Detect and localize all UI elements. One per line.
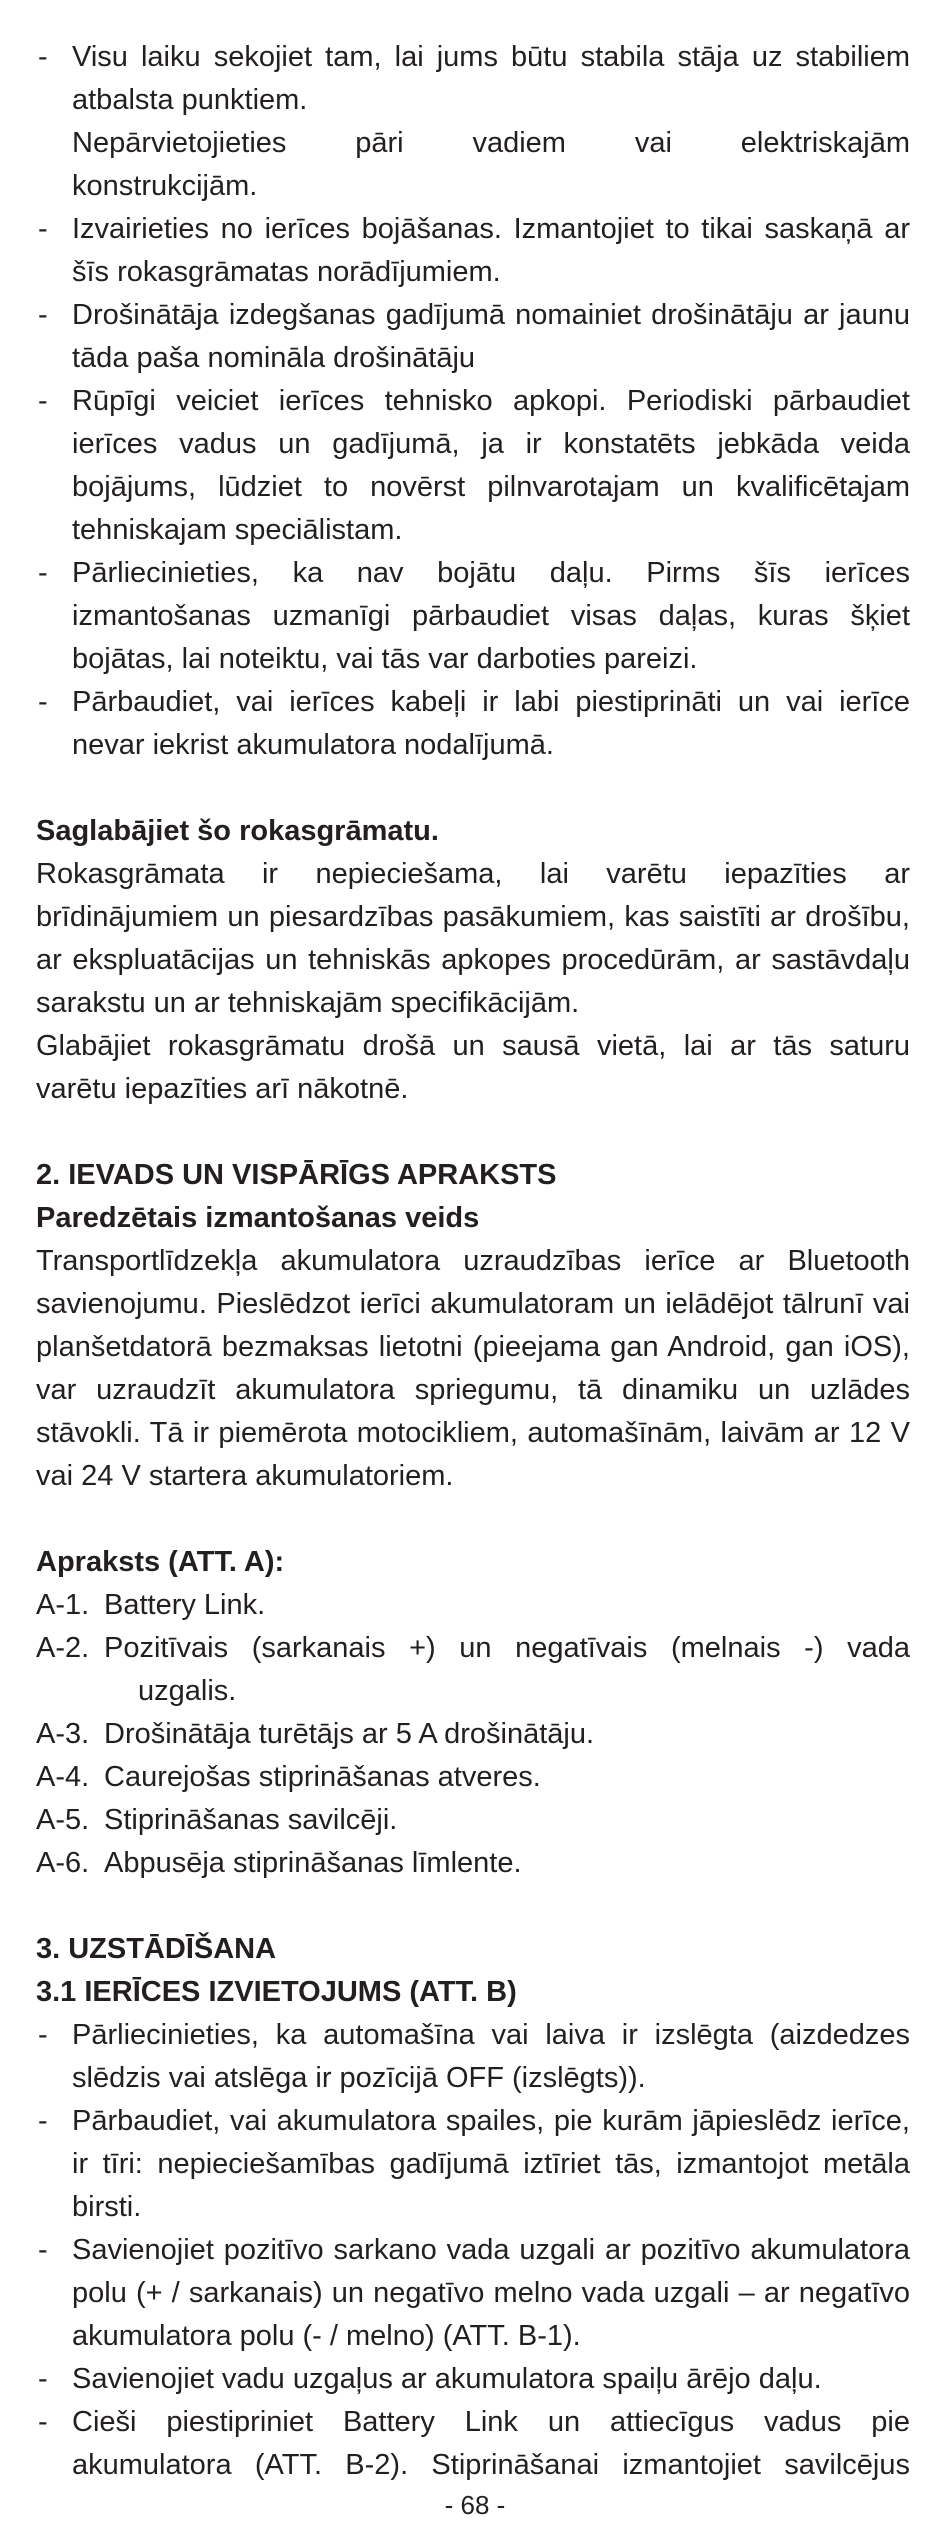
spacer xyxy=(36,1885,910,1928)
bullet-text: Pārbaudiet, vai akumulatora spailes, pie kurām jāpieslēdz ierīce, ir tīri: nepieciešamības gadījumā iztīriet tās, izmantojot metāla birsti. xyxy=(72,2105,910,2223)
bullet-text: Rūpīgi veiciet ierīces tehnisko apkopi. Periodiski pārbaudiet ierīces vadus un gadījumā, ja ir konstatēts jebkāda veida bojājums, lūdziet to novērst pilnvarotajam un kvalificētajam tehniskajam speciālistam. xyxy=(72,385,910,546)
bullet-text-continued: konstrukcijām. xyxy=(72,170,258,202)
bullet-dash: - xyxy=(38,686,48,718)
bullet-text: Pārliecinieties, ka automašīna vai laiva ir izslēgta (aizdedzes slēdzis vai atslēga ir pozīcijā OFF (izslēgts)). xyxy=(72,2019,910,2094)
item-text: Pozitīvais (sarkanais +) un negatīvais (melnais -) vada xyxy=(104,1632,910,1664)
bullet-dash: - xyxy=(38,385,48,417)
description-heading: Apraksts (ATT. A): xyxy=(36,1546,285,1578)
item-text: Abpusēja stiprināšanas līmlente. xyxy=(104,1847,522,1879)
list-item xyxy=(36,208,910,294)
list-item xyxy=(36,380,910,552)
item-text: Caurejošas stiprināšanas atveres. xyxy=(104,1761,541,1793)
list-item xyxy=(36,36,910,122)
save-manual-heading: Saglabājiet šo rokasgrāmatu. xyxy=(36,815,439,847)
spacer xyxy=(36,1498,910,1541)
item-text-continued: uzgalis. xyxy=(138,1675,237,1707)
bullet-text: Drošinātāja izdegšanas gadījumā nomainiet drošinātāju ar jaunu tāda paša nomināla drošinātāju xyxy=(72,299,910,374)
manual-page xyxy=(36,36,910,2487)
list-item xyxy=(36,294,910,380)
list-item xyxy=(36,552,910,681)
item-text: Drošinātāja turētājs ar 5 A drošinātāju. xyxy=(104,1718,595,1750)
bullet-dash: - xyxy=(38,2105,48,2137)
list-item xyxy=(36,2358,910,2401)
item-text: Stiprināšanas savilcēji. xyxy=(104,1804,398,1836)
list-item xyxy=(36,1627,910,1670)
list-item xyxy=(36,1713,910,1756)
list-item xyxy=(36,2014,910,2100)
intended-use-heading: Paredzētais izmantošanas veids xyxy=(36,1202,480,1234)
page-number: - 68 - xyxy=(444,2490,506,2520)
bullet-text: Pārliecinieties, ka nav bojātu daļu. Pirms šīs ierīces izmantošanas uzmanīgi pārbaudiet visas daļas, kuras šķiet bojātas, lai noteiktu, vai tās var darboties pareizi. xyxy=(72,557,910,675)
bullet-dash: - xyxy=(38,2363,48,2395)
intended-use-paragraph: Transportlīdzekļa akumulatora uzraudzības ierīce ar Bluetooth savienojumu. Pieslēdzot ierīci akumulatoram un ielādējot tālrunī vai planšetdatorā bezmaksas lietotni (pieejama gan Android, gan iOS), var uzraudzīt akumulatora spriegumu, tā dinamiku un uzlādes stāvokli. Tā ir piemērota motocikliem, automašīnām, laivām ar 12 V vai 24 V startera akumulatoriem. xyxy=(36,1245,910,1492)
item-number: A-3. xyxy=(36,1718,90,1750)
bullet-dash: - xyxy=(38,299,48,331)
item-number: A-1. xyxy=(36,1589,90,1621)
bullet-text: Savienojiet vadu uzgaļus ar akumulatora spaiļu ārējo daļu. xyxy=(72,2363,822,2395)
save-manual-paragraph: Rokasgrāmata ir nepieciešama, lai varētu iepazīties ar brīdinājumiem un piesardzības pasākumiem, kas saistīti ar drošību, ar ekspluatācijas un tehniskās apkopes procedūrām, ar sastāvdaļu sarakstu un ar tehniskajām specifikācijām. xyxy=(36,858,910,1019)
item-text: Battery Link. xyxy=(104,1589,266,1621)
list-item xyxy=(36,1756,910,1799)
bullet-dash: - xyxy=(38,557,48,589)
bullet-dash: - xyxy=(38,2234,48,2266)
bullet-text: Visu laiku sekojiet tam, lai jums būtu stabila stāja uz stabiliem atbalsta punktiem. xyxy=(72,41,910,116)
item-number: A-4. xyxy=(36,1761,90,1793)
section-2-heading: 2. IEVADS UN VISPĀRĪGS APRAKSTS xyxy=(36,1159,557,1191)
bullet-text: Pārbaudiet, vai ierīces kabeļi ir labi piestiprināti un vai ierīce nevar iekrist akumulatora nodalījumā. xyxy=(72,686,910,761)
bullet-dash: - xyxy=(38,213,48,245)
bullet-dash: - xyxy=(38,41,48,73)
bullet-text: Savienojiet pozitīvo sarkano vada uzgali ar pozitīvo akumulatora polu (+ / sarkanais) un negatīvo melno vada uzgali – ar negatīvo akumulatora polu (- / melno) (ATT. B-1). xyxy=(72,2234,910,2352)
list-item xyxy=(36,2100,910,2229)
save-manual-paragraph-2: Glabājiet rokasgrāmatu drošā un sausā vietā, lai ar tās saturu varētu iepazīties arī nākotnē. xyxy=(36,1030,910,1105)
list-item xyxy=(36,681,910,767)
list-item xyxy=(36,2401,910,2487)
spacer xyxy=(36,1111,910,1154)
list-item xyxy=(36,1842,910,1885)
item-number: A-5. xyxy=(36,1804,90,1836)
list-item xyxy=(36,2229,910,2358)
bullet-text: Cieši piestipriniet Battery Link un attiecīgus vadus pie akumulatora (ATT. B-2). Stiprināšanai izmantojiet savilcējus xyxy=(72,2406,910,2481)
bullet-text-continued: Nepārvietojieties pāri vadiem vai elektriskajām xyxy=(72,127,910,159)
section-3-heading: 3. UZSTĀDĪŠANA xyxy=(36,1933,277,1965)
bullet-text: Izvairieties no ierīces bojāšanas. Izmantojiet to tikai saskaņā ar šīs rokasgrāmatas norādījumiem. xyxy=(72,213,910,288)
list-item xyxy=(36,1584,910,1627)
spacer xyxy=(36,767,910,810)
list-item xyxy=(36,1799,910,1842)
item-number: A-6. xyxy=(36,1847,90,1879)
item-number: A-2. xyxy=(36,1632,90,1664)
section-3-1-heading: 3.1 IERĪCES IZVIETOJUMS (ATT. B) xyxy=(36,1976,517,2008)
bullet-dash: - xyxy=(38,2406,48,2438)
bullet-dash: - xyxy=(38,2019,48,2051)
